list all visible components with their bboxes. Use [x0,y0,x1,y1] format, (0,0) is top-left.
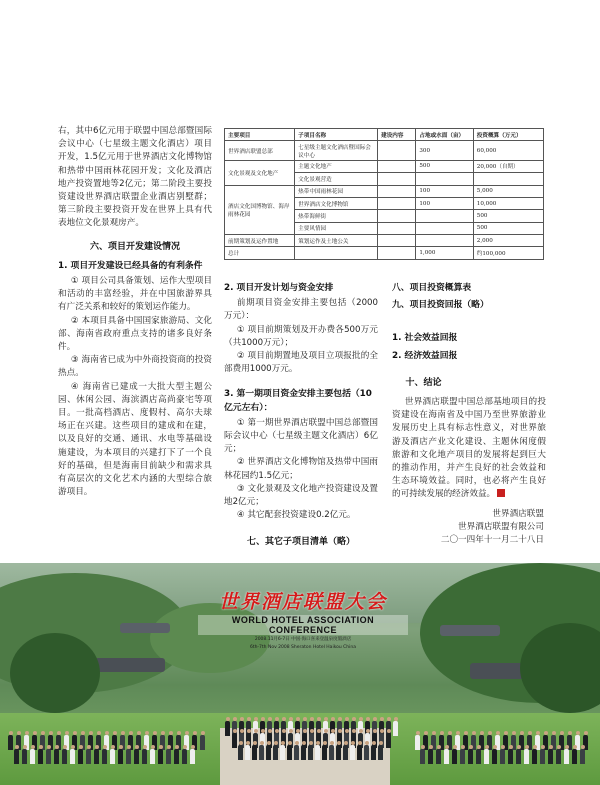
table-cell: 文化景观营造 [295,173,378,185]
table-cell: 500 [416,160,473,172]
photo-person [200,735,205,750]
photo-person [500,749,505,764]
section9-title: 九、项目投资回报（略） [392,300,489,311]
investment-table [224,128,544,260]
photo-person [468,749,473,764]
sub3-title: 3. 第一期项目资金安排主要包括（10亿元左右）： [224,389,372,413]
table-row [225,160,544,172]
photo-person [371,745,376,760]
table-cell [378,222,416,234]
photo-person [336,745,341,760]
table-header: 建设内容 [378,129,416,141]
photo-person [556,749,561,764]
photo-person [166,749,171,764]
table-cell: 约100,000 [473,247,543,259]
photo-person [436,749,441,764]
table-cell [378,160,416,172]
table-cell [378,141,416,160]
sub2-intro: 前期项目资金安排主要包括（2000万元）： [224,298,378,322]
table-cell: 500 [473,210,543,222]
table-cell: 1,000 [416,247,473,259]
section10-title: 十、结论 [405,377,442,388]
photo-person [46,749,51,764]
photo-person [238,745,243,760]
sub1-item: ② 本项目具备中国国家旅游局、文化部、海南省政府重点支持的诸多良好条件。 [58,315,212,353]
table-cell: 60,000 [473,141,543,160]
photo-person [420,749,425,764]
sub1-item: ④ 海南省已建成一大批大型主题公园、休闲公园、海滨酒店高尚豪宅等项目。一批高档酒店、度假村、高尔夫球场正在兴建。这些项目的建成和在建，以及良好的交通、通讯、水电等基础设施建设，为本项目的兴建打下了一个良好的基础，但是海南目前缺少和需求具有高层次的文化艺术内涵的大型综合旅游项目。 [58,381,212,498]
sub2-item: ② 项目前期置地及项目立项报批的全部费用1000万元。 [224,351,378,375]
photo-person [8,735,13,750]
table-cell: 文化景观及文化地产 [225,160,295,185]
table-cell: 主题文化地产 [295,160,378,172]
table-cell: 世界酒店联盟总部 [225,141,295,160]
photo-person [357,745,362,760]
benefit2-title: 2. 经济效益回报 [392,350,458,361]
photo-person [386,733,391,748]
photo-person [225,721,230,736]
sub3-item: ④ 其它配套投资建设0.2亿元。 [236,510,356,521]
photo-person [232,733,237,748]
conference-banner [198,587,408,650]
table-cell [416,210,473,222]
photo-person [476,749,481,764]
table-cell: 500 [473,222,543,234]
table-cell [378,235,416,247]
banner-title-cn: 世界酒店联盟大会 [218,591,387,613]
photo-person [308,745,313,760]
table-cell: 300 [416,141,473,160]
photo-roof [440,625,500,636]
table-cell: 主要风情园 [295,222,378,234]
table-header: 子项目名称 [295,129,378,141]
photo-person [266,745,271,760]
table-cell [378,247,416,259]
photo-person [393,721,398,736]
intro-paragraph: 右，其中6亿元用于联盟中国总部暨国际会议中心（七星级主题文化酒店）项目开发，1.5亿元用于世界酒店文化博物馆和热带中国雨林花园开发；文化及酒店地产投资置地等2亿元；第二阶段主要投资建设世界酒店联盟企业酒店别墅群；第三阶段主要投资开发在世界上具有代表地位文化景观房产。 [58,126,212,229]
photo-person [190,749,195,764]
table-cell: 5,000 [473,185,543,197]
photo-person [364,745,369,760]
photo-person [508,749,513,764]
table-cell: 2,000 [473,235,543,247]
photo-person [580,749,585,764]
conference-group-photo [0,563,600,785]
sub2-item: ① 项目前期策划及开办费各500万元（共1000万元）； [224,324,378,348]
table-header: 投资概算（万元） [473,129,543,141]
table-header: 占地或水面（亩） [416,129,473,141]
photo-person [350,745,355,760]
banner-date-en: 6th-7th Nov 2008 Sheraton Hotel Haikou China [249,645,357,650]
table-cell [416,222,473,234]
photo-person [329,745,334,760]
photo-person [142,749,147,764]
conclusion-text: 世界酒店联盟中国总部基地项目的投资建设在海南省及中国乃至世界旅游业发展历史上具有标志性意义，对世界旅游及酒店产业文化建设、主题休闲度假旅游和文化地产项目的发展将起到巨大的推动作用，并产生良好的社会效益和生态环境效益。同时，也必将产生良好的可持续发展的经济效益。 [392,397,546,500]
photo-person [273,745,278,760]
photo-person [22,749,27,764]
table-cell: 总计 [225,247,295,259]
section6-title: 六、项目开发建设情况 [89,241,180,252]
photo-person [564,749,569,764]
banner-date-cn: 2008.11月6-7日 中国·海口喜来登温泉度假酒店 [254,637,352,642]
photo-person [460,749,465,764]
table-cell [378,173,416,185]
conclusion-paragraph [392,396,546,502]
table-cell [295,247,378,259]
photo-person [259,745,264,760]
table-cell: 热带海鲜街 [295,210,378,222]
photo-person [94,749,99,764]
photo-person [415,735,420,750]
photo-person [378,745,383,760]
photo-person [484,749,489,764]
photo-person [70,749,75,764]
table-cell [416,235,473,247]
photo-person [245,745,250,760]
table-row [225,185,544,197]
photo-person [110,749,115,764]
table-cell: 100 [416,197,473,209]
photo-person [252,745,257,760]
photo-person [428,749,433,764]
table-row [225,247,544,259]
photo-person [134,749,139,764]
table-cell: 100 [416,185,473,197]
photo-person [548,749,553,764]
photo-person [322,745,327,760]
middle-column [224,282,378,556]
photo-person [540,749,545,764]
table-row [225,235,544,247]
photo-person [38,749,43,764]
photo-person [150,749,155,764]
photo-person [343,745,348,760]
table-cell [378,210,416,222]
sub3-item: ③ 文化景观及文化地产投资建设及置地2亿元； [224,483,378,508]
photo-person [54,749,59,764]
photo-person [516,749,521,764]
photo-person [287,745,292,760]
photo-person [158,749,163,764]
table-cell [473,173,543,185]
sub1-title: 1. 项目开发建设已经具备的有利条件 [58,260,203,271]
table-cell: 前期策划及运作置地 [225,235,295,247]
sub3-item: ② 世界酒店文化博物馆及热带中国雨林花园约1.5亿元； [224,457,378,481]
photo-person [452,749,457,764]
photo-person [572,749,577,764]
table-row [225,141,544,160]
photo-person [78,749,83,764]
photo-person [182,749,187,764]
sign-org1: 世界酒店联盟 [492,509,544,519]
photo-roof [95,658,165,672]
sign-org2: 世界酒店联盟有限公司 [458,522,544,533]
photo-person [126,749,131,764]
section8-title: 八、项目投资概算表 [392,283,472,293]
photo-person [30,749,35,764]
table-header: 主要项目 [225,129,295,141]
photo-palm-left [10,633,100,713]
photo-person [294,745,299,760]
table-header-row [225,129,544,141]
photo-person [102,749,107,764]
banner-title-en: WORLD HOTEL ASSOCIATION CONFERENCE [198,615,408,635]
table-cell: 20,000（自期） [473,160,543,172]
table-cell [378,185,416,197]
photo-roof [120,623,170,633]
signature-block [392,508,544,548]
photo-person [492,749,497,764]
table-cell: 热带中国雨林花园 [295,185,378,197]
photo-person [532,749,537,764]
benefit1-title: 1. 社会效益回报 [392,333,458,344]
sub1-item: ③ 海南省已成为中外商投资商的投资热点。 [58,355,212,379]
left-column [58,125,212,499]
table-cell: 酒店文化国博物馆、海岸雨林花园 [225,185,295,235]
table-cell [378,197,416,209]
photo-person [315,745,320,760]
photo-person [118,749,123,764]
photo-person [14,749,19,764]
sub2-title: 2. 项目开发计划与资金安排 [224,283,334,293]
photo-person [524,749,529,764]
table-cell: 10,000 [473,197,543,209]
sign-date: 二〇一四年十一月二十八日 [440,535,544,546]
sub1-item: ① 项目公司具备策划、运作大型项目和活动的丰富经验，并在中国旅游界具有广泛关系和较好的策划运作能力。 [58,276,212,313]
right-column [392,282,546,502]
photo-person [444,749,449,764]
table-cell: 七星级主题文化酒店暨国际会议中心 [295,141,378,160]
sub3-item: ① 第一期世界酒店联盟中国总部暨国际会议中心（七星级主题文化酒店）6亿元； [224,417,378,455]
section7-title: 七、其它子项目清单（略） [246,537,355,548]
photo-person [174,749,179,764]
photo-person [86,749,91,764]
photo-person [301,745,306,760]
table-cell [416,173,473,185]
end-mark-icon [497,489,505,497]
photo-person [280,745,285,760]
table-cell: 策划运作及土地公关 [295,235,378,247]
photo-person [62,749,67,764]
table-cell: 世界酒店文化博物馆 [295,197,378,209]
